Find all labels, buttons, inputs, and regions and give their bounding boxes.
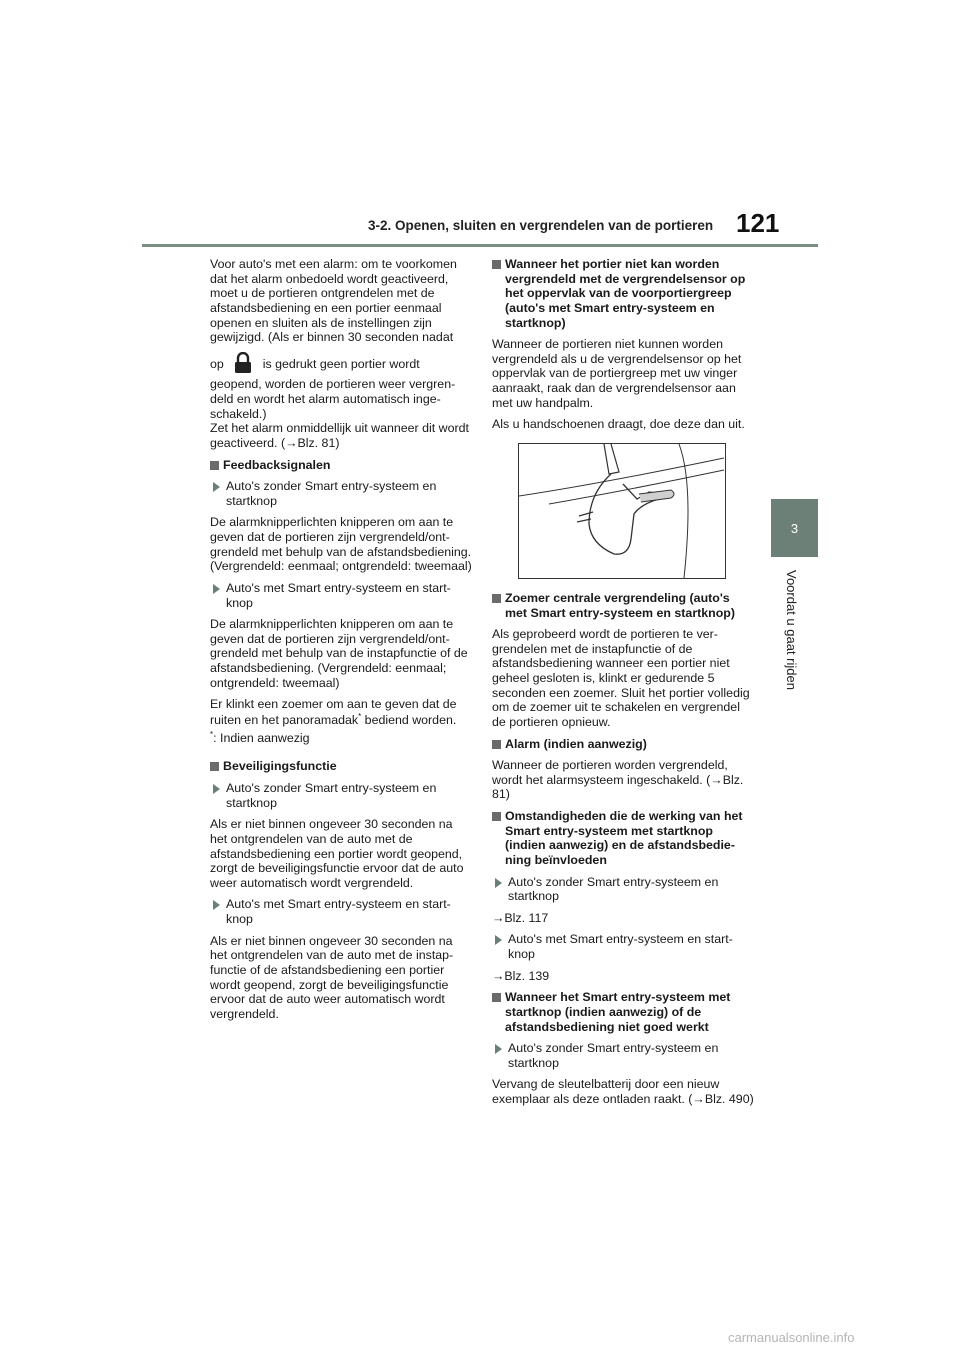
- intro-paragraph: [210, 257, 472, 345]
- conditions-ref-1[interactable]: →Blz. 117: [492, 910, 549, 925]
- buzzer-heading-text: Zoemer centrale vergrendeling (auto's met Smart entry-systeem en startknop): [505, 590, 735, 620]
- triangle-bullet-icon: [213, 784, 220, 794]
- triangle-bullet-icon: [495, 1044, 502, 1054]
- security-item-1: [210, 781, 472, 810]
- square-bullet-icon: [492, 260, 501, 269]
- buzzer-paragraph: [210, 697, 472, 727]
- security-text-1: Als er niet binnen ongeveer 30 seconden na het ontgrendelen van de auto met de afstandsbediening een portier wordt geopend, zorgt de beveiligingsfunctie ervoor dat de auto weer automatisch wordt vergrendeld.: [210, 817, 464, 890]
- conditions-heading-text: Omstandigheden die de werking van het Smart entry-systeem met startknop (indien aanwezig) en de afstandsbediening beïnvloeden: [505, 809, 743, 867]
- door-handle-illustration: [518, 443, 726, 579]
- feedback-item-2: [210, 581, 472, 610]
- alarm-heading-text: Alarm (indien aanwezig): [505, 736, 647, 751]
- page-number: 121: [736, 208, 780, 238]
- square-bullet-icon: [210, 762, 219, 771]
- feedback-item-1: [210, 479, 472, 508]
- security-heading-text: Beveiligingsfunctie: [223, 759, 337, 774]
- buzzer-text-end: bediend worden.: [361, 713, 457, 727]
- square-bullet-icon: [210, 461, 219, 470]
- square-bullet-icon: [492, 594, 501, 603]
- buzzer-heading: [492, 591, 754, 620]
- security-text-2: Als er niet binnen ongeveer 30 seconden na het ontgrendelen van de auto met de instapfunctie of de afstandsbediening een portier wordt geopend, zorgt de beveiligingsfunctie ervoor dat de auto weer automatisch wordt vergrendeld.: [210, 933, 454, 1021]
- feedback-heading: [210, 458, 472, 473]
- locksensor-text: Wanneer de portieren niet kunnen worden vergrendeld als u de vergrendelsensor op het oppervlak van de portiergreep met uw vinger aanraakt, raak dan de vergrendelsensor aan met uw handpalm.: [492, 337, 742, 410]
- lock-icon: [233, 352, 253, 378]
- triangle-bullet-icon: [495, 878, 502, 888]
- malfunction-item-1-text: Auto's zonder Smart entry-systeem en startknop: [508, 1041, 719, 1070]
- locksensor-heading: [492, 257, 754, 330]
- conditions-heading: [492, 809, 754, 868]
- conditions-item-1: [492, 875, 754, 904]
- security-item-2: [210, 897, 472, 926]
- alarm-text: Wanneer de portieren worden vergrendeld, wordt het alarmsysteem ingeschakeld. (→Blz. 81): [492, 758, 744, 802]
- conditions-item-2-text: Auto's met Smart entry-systeem en startknop: [508, 932, 733, 961]
- intro-text-2: is gedrukt geen portier wordt geopend, worden de portieren weer vergrendeld en wordt het alarm automatisch ingeschakeld.): [210, 356, 456, 421]
- malfunction-heading-text: Wanneer het Smart entry-systeem met startknop (indien aanwezig) of de afstandsbediening niet goed werkt: [505, 990, 731, 1034]
- square-bullet-icon: [492, 993, 501, 1002]
- conditions-ref-2[interactable]: →Blz. 139: [492, 968, 550, 983]
- footnote: [210, 730, 472, 746]
- intro-op: op: [210, 356, 224, 371]
- section-title: 3-2. Openen, sluiten en vergrendelen van de portieren: [368, 218, 714, 233]
- right-column: [492, 257, 754, 1114]
- chapter-label: Voordat u gaat rijden: [784, 570, 799, 690]
- locksensor-heading-text: Wanneer het portier niet kan worden vergrendeld met de vergrendelsensor op het oppervlak van de voorportiergreep (auto's met Smart entry-systeem en startknop): [505, 257, 746, 330]
- footnote-symbol: *: [210, 729, 214, 739]
- intro-text-1: Voor auto's met een alarm: om te voorkomen dat het alarm onbedoeld wordt geactiveerd, moet u de portieren ontgrendelen met de afstandsbediening en een portier eenmaal openen en sluiten als de instellingen zijn gewijzigd. (Als er binnen 30 seconden nadat: [210, 257, 457, 345]
- malfunction-text: Vervang de sleutelbatterij door een nieuw exemplaar als deze ontladen raakt. (→Blz. 490): [492, 1077, 754, 1106]
- conditions-item-1-text: Auto's zonder Smart entry-systeem en startknop: [508, 874, 719, 904]
- chapter-tab[interactable]: [771, 499, 818, 557]
- conditions-item-2: [492, 932, 754, 961]
- feedback-heading-text: Feedbacksignalen: [223, 457, 331, 472]
- intro-paragraph-2: [210, 352, 472, 422]
- left-column: [210, 257, 472, 1028]
- security-item-1-text: Auto's zonder Smart entry-systeem en startknop: [226, 781, 437, 810]
- alarm-heading: [492, 737, 754, 752]
- gloves-text: Als u handschoenen draagt, doe deze dan uit.: [492, 417, 745, 432]
- triangle-bullet-icon: [213, 900, 220, 910]
- buzzer-text: Er klinkt een zoemer om aan te geven dat de ruiten en het panoramadak: [210, 697, 457, 727]
- security-heading: [210, 759, 472, 774]
- feedback-item-1-text: Auto's zonder Smart entry-systeem en startknop: [226, 479, 437, 508]
- buzzer-text: Als geprobeerd wordt de portieren te vergrendelen met de instapfunctie of de afstandsbediening wanneer een portier niet geheel gesloten is, klinkt er gedurende 5 seconden een zoemer. Sluit het portier volledig om de zoemer uit te schakelen en vergrendel de portieren opnieuw.: [492, 627, 750, 729]
- footnote-mark: *: [358, 711, 362, 721]
- feedback-text-1: De alarmknipperlichten knipperen om aan te geven dat de portieren zijn vergrendeld/ontgrendeld met behulp van de afstandsbediening. (Vergrendeld: eenmaal; ontgrendeld: tweemaal): [210, 515, 472, 574]
- malfunction-heading: [492, 990, 754, 1034]
- square-bullet-icon: [492, 812, 501, 821]
- header-divider: [142, 244, 818, 247]
- triangle-bullet-icon: [213, 584, 220, 594]
- square-bullet-icon: [492, 740, 501, 749]
- footnote-text: : Indien aanwezig: [213, 730, 310, 745]
- watermark: carmanualsonline.info: [728, 1330, 855, 1345]
- malfunction-item-1: [492, 1041, 754, 1070]
- security-item-2-text: Auto's met Smart entry-systeem en startknop: [226, 897, 451, 926]
- chapter-number: 3: [790, 520, 799, 536]
- triangle-bullet-icon: [495, 935, 502, 945]
- triangle-bullet-icon: [213, 482, 220, 492]
- feedback-text-2: De alarmknipperlichten knipperen om aan te geven dat de portieren zijn vergrendeld/ontgrendeld met behulp van de instapfunctie of de afstandsbediening. (Vergrendeld: eenmaal; ontgrendeld: tweemaal): [210, 617, 468, 690]
- feedback-item-2-text: Auto's met Smart entry-systeem en startknop: [226, 580, 451, 610]
- intro-paragraph-3: Zet het alarm onmiddellijk uit wanneer dit wordt geactiveerd. (→Blz. 81): [210, 421, 469, 450]
